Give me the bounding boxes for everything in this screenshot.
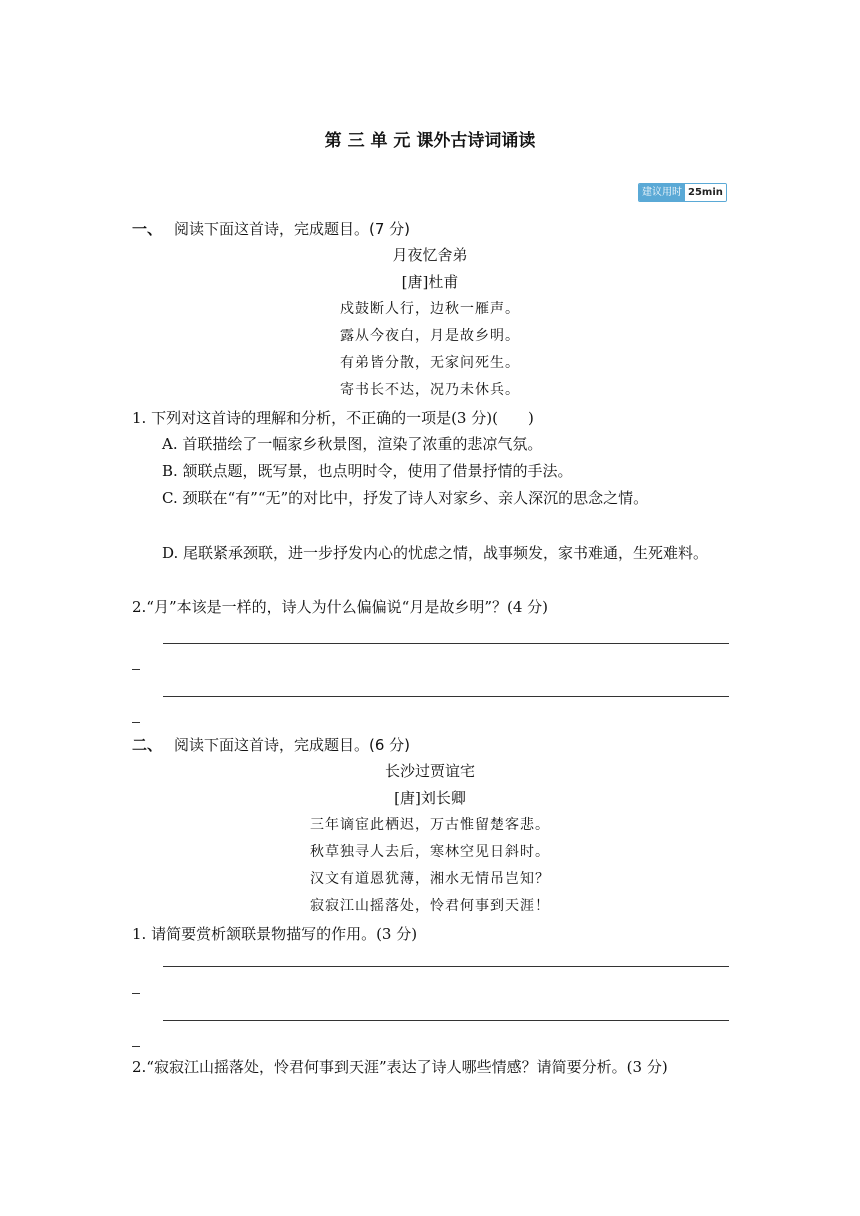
- poem1-author: [唐]杜甫: [401, 273, 459, 291]
- s2-question-1: 1. 请简要赏析颔联景物描写的作用。(3 分): [132, 925, 418, 943]
- section2-instruction: 阅读下面这首诗，完成题目。(6 分): [174, 736, 411, 754]
- section1-instruction: 阅读下面这首诗，完成题目。(7 分): [174, 220, 411, 238]
- poem1-line: 有弟皆分散，无家问死生。: [340, 355, 520, 371]
- answer-line[interactable]: [163, 696, 729, 697]
- section2-heading: [132, 734, 410, 755]
- answer-line-tail: [132, 993, 140, 994]
- answer-line[interactable]: [163, 643, 729, 644]
- s1-q1-option-a: A. 首联描绘了一幅家乡秋景图，渲染了浓重的悲凉气氛。: [162, 435, 543, 453]
- s1-q1-option-b: B. 颔联点题，既写景，也点明时令，使用了借景抒情的手法。: [162, 462, 573, 480]
- answer-line-tail: [132, 722, 140, 723]
- poem2-line: 三年谪宦此栖迟，万古惟留楚客悲。: [310, 817, 550, 833]
- poem1-line: 戍鼓断人行，边秋一雁声。: [340, 301, 520, 317]
- poem2-author: [唐]刘长卿: [394, 789, 466, 807]
- s2-question-2: 2.“寂寂江山摇落处，怜君何事到天涯”表达了诗人哪些情感？请简要分析。(3 分): [132, 1058, 668, 1076]
- answer-line[interactable]: [163, 966, 729, 967]
- answer-line-tail: [132, 1046, 140, 1047]
- poem2-line: 汉文有道恩犹薄，湘水无情吊岂知？: [310, 871, 550, 887]
- suggested-time-value: 25min: [685, 184, 726, 201]
- poem2-line: 寂寂江山摇落处，怜君何事到天涯！: [310, 898, 550, 914]
- section1-heading: [132, 218, 410, 239]
- s1-question-1: 1. 下列对这首诗的理解和分析，不正确的一项是(3 分)( ): [132, 409, 534, 427]
- poem1-line: 露从今夜白，月是故乡明。: [340, 328, 520, 344]
- page-title: 第 三 单 元 课外古诗词诵读: [324, 131, 536, 151]
- s1-question-2: 2.“月”本该是一样的，诗人为什么偏偏说“月是故乡明”？(4 分): [132, 598, 549, 616]
- section2-number: 二、: [132, 736, 163, 754]
- poem1-line: 寄书长不达，况乃未休兵。: [340, 382, 520, 398]
- suggested-time-label: 建议用时: [639, 184, 685, 201]
- poem1-title: 月夜忆舍弟: [392, 246, 468, 264]
- answer-line[interactable]: [163, 1020, 729, 1021]
- poem2-title: 长沙过贾谊宅: [384, 762, 475, 780]
- s1-q1-option-c: C. 颈联在“有”“无”的对比中，抒发了诗人对家乡、亲人深沉的思念之情。: [162, 489, 649, 507]
- suggested-time-badge: [638, 183, 727, 202]
- answer-line-tail: [132, 669, 140, 670]
- s1-q1-option-d: D. 尾联紧承颈联，进一步抒发内心的忧虑之情，战事频发，家书难通，生死难料。: [162, 544, 709, 562]
- section1-number: 一、: [132, 220, 163, 238]
- poem2-line: 秋草独寻人去后，寒林空见日斜时。: [310, 844, 550, 860]
